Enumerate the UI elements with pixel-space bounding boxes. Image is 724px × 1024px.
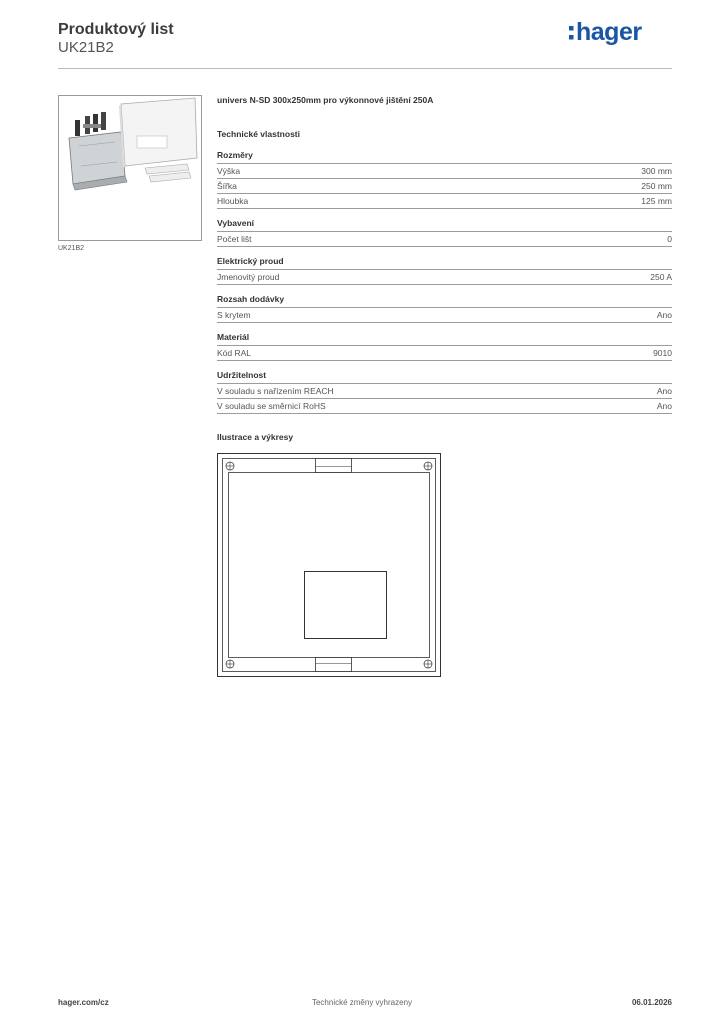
- spec-row: [217, 270, 672, 285]
- group-title: Elektrický proud: [217, 256, 672, 270]
- group-title: Vybavení: [217, 218, 672, 232]
- spec-row: [217, 179, 672, 194]
- footer-website-link[interactable]: hager.com/cz: [58, 998, 109, 1007]
- product-illustration: [59, 96, 201, 240]
- group-dimensions: [217, 150, 672, 209]
- product-image-caption: UK21B2: [58, 245, 85, 252]
- spec-label: Hloubka: [217, 196, 249, 206]
- illustrations-heading: Ilustrace a výkresy: [217, 432, 294, 442]
- spec-row: [217, 194, 672, 209]
- spec-label: V souladu se směrnicí RoHS: [217, 401, 326, 411]
- group-sustainability: [217, 370, 672, 414]
- product-description: univers N-SD 300x250mm pro výkonnové jištění 250A: [217, 95, 434, 105]
- logo-dot-bottom: [569, 35, 574, 40]
- product-details: [217, 95, 672, 677]
- spec-value: 250 A: [650, 272, 672, 282]
- screw-icon: [424, 660, 432, 668]
- group-title: Rozsah dodávky: [217, 294, 672, 308]
- spec-label: Jmenovitý proud: [217, 272, 280, 282]
- spec-value: Ano: [656, 386, 672, 396]
- group-electrical: [217, 256, 672, 285]
- group-scope-of-delivery: [217, 294, 672, 323]
- spec-label: S krytem: [217, 310, 251, 320]
- hager-logo: [566, 14, 662, 50]
- logo-text: hager: [576, 18, 642, 46]
- technical-drawing: [217, 453, 441, 677]
- spec-row: [217, 399, 672, 414]
- group-title: Rozměry: [217, 150, 672, 164]
- spec-value: 0: [667, 234, 672, 244]
- spec-label: V souladu s nařízením REACH: [217, 386, 334, 396]
- header-divider: [58, 68, 672, 69]
- spec-row: [217, 308, 672, 323]
- group-title: Udržitelnost: [217, 370, 672, 384]
- screw-icon: [226, 660, 234, 668]
- footer-date: 06.01.2026: [631, 998, 672, 1007]
- product-image: [58, 95, 202, 241]
- spec-row: [217, 384, 672, 399]
- spec-value: 9010: [653, 348, 672, 358]
- spec-label: Výška: [217, 166, 241, 176]
- logo-dot-top: [569, 26, 574, 31]
- group-title: Materiál: [217, 332, 672, 346]
- page-title: Produktový list: [58, 21, 174, 38]
- spec-label: Kód RAL: [217, 348, 252, 358]
- spec-row: [217, 232, 672, 247]
- product-code: UK21B2: [58, 39, 114, 56]
- spec-value: 300 mm: [641, 166, 672, 176]
- group-material: [217, 332, 672, 361]
- spec-value: Ano: [656, 401, 672, 411]
- spec-label: Počet lišt: [217, 234, 252, 244]
- spec-value: 125 mm: [641, 196, 672, 206]
- footer-notice: Technické změny vyhrazeny: [311, 998, 413, 1007]
- tech-properties-heading: Technické vlastnosti: [217, 129, 300, 139]
- screw-icon: [226, 462, 234, 470]
- spec-label: Šířka: [217, 181, 237, 191]
- spec-value: 250 mm: [641, 181, 672, 191]
- screw-icon: [424, 462, 432, 470]
- spec-row: [217, 164, 672, 179]
- spec-row: [217, 346, 672, 361]
- group-equipment: [217, 218, 672, 247]
- spec-value: Ano: [656, 310, 672, 320]
